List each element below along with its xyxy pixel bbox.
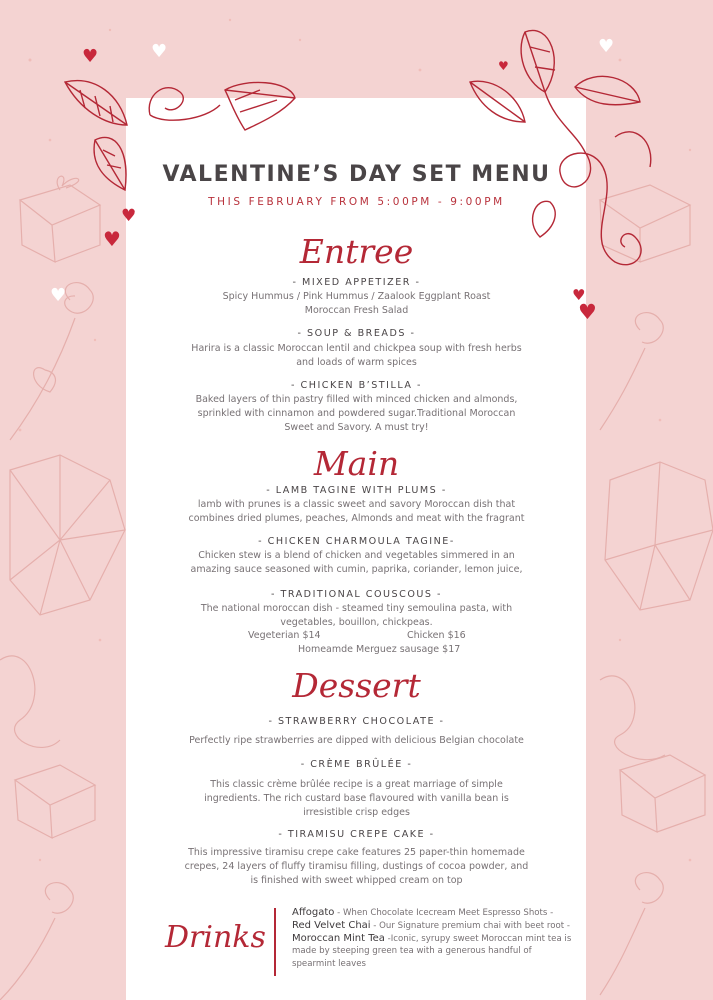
item-description: Harira is a classic Moroccan lentil and chickpea soup with fresh herbs and loads of warm spices (191, 343, 522, 368)
item-name: - CRÈME BRÛLÉE - (300, 759, 413, 770)
section-title-drinks: Drinks (165, 920, 266, 955)
heart-icon: ♥ (82, 46, 99, 67)
item-name: - MIXED APPETIZER - (292, 277, 421, 288)
drink-name: Red Velvet Chai (292, 919, 371, 931)
drink-description: - Our Signature premium chai with beet root - (370, 920, 570, 931)
menu-title: VALENTINE’S DAY SET MENU (162, 162, 551, 187)
item-description: Perfectly ripe strawberries are dipped with delicious Belgian chocolate (189, 735, 524, 746)
item-description: Chicken stew is a blend of chicken and vegetables simmered in an amazing sauce seasoned with cumin, paprika, coriander, lemon juice, (190, 550, 523, 575)
item-name: - TIRAMISU CREPE CAKE - (278, 829, 435, 840)
drink-name: Affogato (292, 907, 335, 918)
leaf-vine-icon (55, 70, 305, 210)
item-name: - TRADITIONAL COUSCOUS - (270, 589, 443, 600)
section-title-main: Main (313, 444, 400, 483)
item-name: - STRAWBERRY CHOCOLATE - (268, 716, 445, 727)
item-name: - CHICKEN CHARMOULA TAGINE- (258, 536, 455, 547)
heart-icon: ♥ (121, 206, 137, 226)
item-name: - LAMB TAGINE WITH PLUMS - (266, 485, 447, 496)
drinks-list (292, 907, 577, 971)
item-description: Baked layers of thin pastry filled with minced chicken and almonds, sprinkled with cinnamon and powdered sugar.Traditional Moroccan Sweet and Savory. A must try! (195, 394, 518, 433)
heart-icon: ♥ (498, 59, 509, 73)
heart-icon: ♥ (103, 227, 121, 251)
menu-subtitle: THIS FEBRUARY FROM 5:00PM - 9:00PM (208, 196, 505, 208)
section-title-dessert: Dessert (292, 666, 421, 705)
section-title-entree: Entree (299, 232, 414, 271)
heart-icon: ♥ (572, 286, 586, 304)
drink-description: -Iconic, syrupy sweet Moroccan mint tea is made by steeping green tea with a generous handful of spearmint leaves (292, 933, 572, 970)
price-label: Chicken $16 (407, 630, 466, 641)
drink-name: Moroccan Mint Tea (292, 932, 385, 944)
drink-description: - When Chocolate Icecream Meet Espresso Shots - (334, 908, 554, 918)
heart-icon: ♥ (598, 36, 615, 57)
heart-icon: ♥ (50, 285, 67, 306)
item-description: This classic crème brûlée recipe is a great marriage of simple ingredients. The rich custard base flavoured with vanilla bean is irresistible crisp edges (204, 779, 509, 818)
item-name: - CHICKEN B’STILLA - (291, 380, 422, 391)
price-label: Vegeterian $14 (248, 630, 321, 641)
item-description: Spicy Hummus / Pink Hummus / Zaalook Eggplant Roast Moroccan Fresh Salad (222, 291, 491, 316)
item-description: This impressive tiramisu crepe cake features 25 paper-thin homemade crepes, 24 layers of fluffy tiramisu filling, dustings of cocoa powder, and is finished with sweet whipped cream on top (184, 847, 529, 886)
heart-icon: ♥ (151, 41, 168, 62)
divider (274, 908, 276, 976)
heart-icon: ♥ (578, 300, 597, 324)
item-description: lamb with prunes is a classic sweet and savory Moroccan dish that combines dried plumes, peaches, Almonds and meat with the fragrant (188, 499, 525, 524)
item-name: - SOUP & BREADS - (297, 328, 416, 339)
price-label: Homeamde Merguez sausage $17 (298, 644, 461, 655)
item-description: The national moroccan dish - steamed tiny semoulina pasta, with vegetables, bouillon, chickpeas. (200, 603, 513, 628)
